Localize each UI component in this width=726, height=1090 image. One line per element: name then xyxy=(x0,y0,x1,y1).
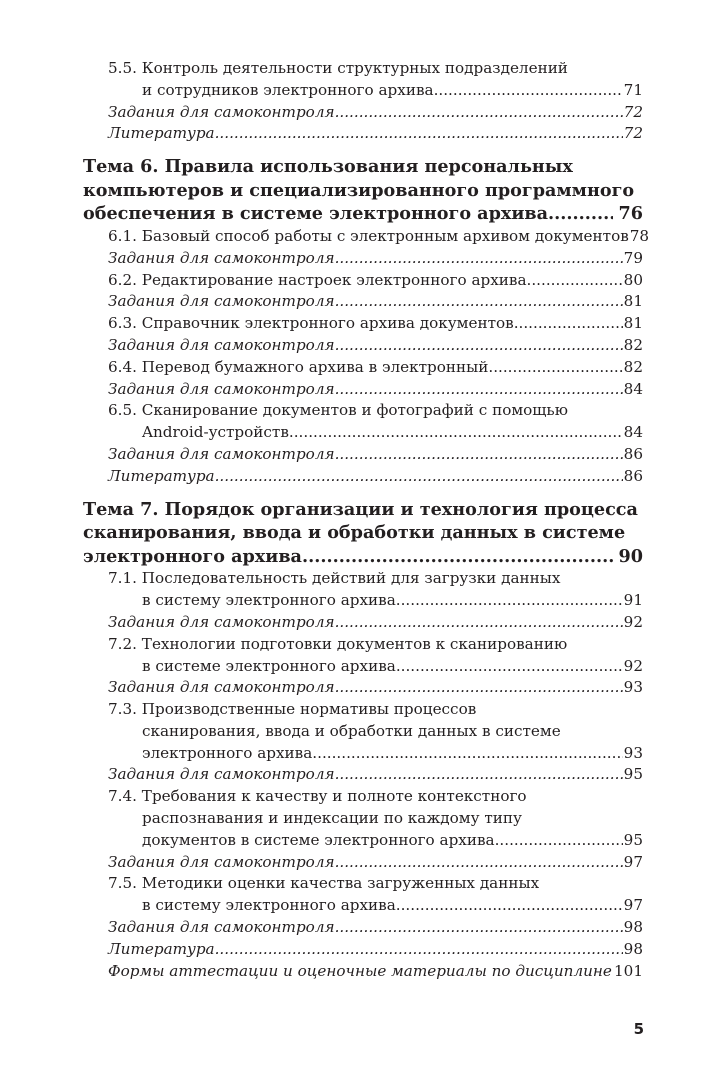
toc-page-number: 72 xyxy=(623,102,643,121)
toc-entry-title: 7.2. Технологии подготовки документов к сканированию xyxy=(108,634,568,653)
leader-dots xyxy=(335,764,623,786)
toc-entry-literature-6[interactable] xyxy=(83,466,643,488)
toc-page-number: 98 xyxy=(623,918,643,937)
toc-entry-literature-7[interactable] xyxy=(83,939,643,961)
leader-dots xyxy=(396,590,623,612)
toc-page-number: 92 xyxy=(623,656,643,675)
page-number: 5 xyxy=(633,1020,644,1038)
leader-dots xyxy=(335,444,623,466)
leader-dots xyxy=(335,248,623,270)
toc-page-number: 97 xyxy=(623,852,643,871)
toc-entry-title: 7.1. Последовательность действий для загрузки данных xyxy=(108,569,561,588)
toc-entry-6-4[interactable] xyxy=(83,357,643,379)
toc-entry-title: Задания для самоконтроля xyxy=(108,102,335,121)
leader-dots xyxy=(335,379,623,401)
toc-entry-tasks-7-2[interactable] xyxy=(83,677,643,699)
toc-page-number: 78 xyxy=(629,226,650,245)
toc-topic-title-cont: компьютеров и специализированного программного xyxy=(83,179,635,201)
leader-dots xyxy=(514,313,623,335)
leader-dots xyxy=(335,612,623,634)
toc-entry-title-cont: документов в системе электронного архива xyxy=(142,830,495,849)
toc-entry-title-cont: в систему электронного архива xyxy=(142,591,396,610)
toc-entry-7-3[interactable] xyxy=(83,699,643,764)
toc-page-number: 79 xyxy=(623,248,643,267)
toc-entry-title: 6.1. Базовый способ работы с электронным архивом документов xyxy=(108,226,629,245)
toc-entry-7-2[interactable] xyxy=(83,634,643,678)
toc-entry-literature-5[interactable] xyxy=(83,123,643,145)
toc-page-number: 81 xyxy=(623,292,643,311)
toc-entry-title-cont: электронного архива xyxy=(142,743,313,762)
toc-entry-title-cont: сканирования, ввода и обработки данных в системе xyxy=(142,721,561,740)
leader-dots xyxy=(335,335,623,357)
toc-entry-title: Формы аттестации и оценочные материалы по дисциплине xyxy=(108,961,612,980)
toc-entry-title: Задания для самоконтроля xyxy=(108,612,335,631)
toc-entry-title: Задания для самоконтроля xyxy=(108,678,335,697)
leader-dots xyxy=(215,466,623,488)
leader-dots xyxy=(396,656,623,678)
toc-page-number: 84 xyxy=(623,379,643,398)
toc-entry-title: Задания для самоконтроля xyxy=(108,918,335,937)
toc-entry-title: Задания для самоконтроля xyxy=(108,248,335,267)
toc-entry-title: 6.3. Справочник электронного архива документов xyxy=(108,314,514,333)
leader-dots xyxy=(488,357,622,379)
toc-page-number: 90 xyxy=(618,545,643,567)
leader-dots xyxy=(335,291,623,313)
toc-entry-title: 7.4. Требования к качеству и полноте контекстного xyxy=(108,787,527,806)
toc-entry-6-1[interactable] xyxy=(83,226,650,248)
leader-dots xyxy=(548,202,612,226)
leader-dots xyxy=(289,422,623,444)
toc-entry-6-3[interactable] xyxy=(83,313,643,335)
leader-dots xyxy=(335,677,623,699)
toc-entry-title: Задания для самоконтроля xyxy=(108,765,335,784)
toc-page-number: 86 xyxy=(623,466,643,485)
toc-entry-title: 6.5. Сканирование документов и фотографий с помощью xyxy=(108,401,568,420)
toc-entry-title: 5.5. Контроль деятельности структурных подразделений xyxy=(108,59,568,77)
toc-page-number: 82 xyxy=(623,357,643,376)
toc-page-number: 98 xyxy=(623,939,643,958)
leader-dots xyxy=(215,123,623,145)
toc-entry-tasks-6-1[interactable] xyxy=(83,248,643,270)
leader-dots xyxy=(335,102,623,124)
toc-entry-title: Литература xyxy=(108,939,215,958)
toc-entry-5-5[interactable] xyxy=(83,58,643,102)
toc-page-number: 86 xyxy=(623,444,643,463)
toc-page-number: 92 xyxy=(623,612,643,631)
toc-entry-title: 6.4. Перевод бумажного архива в электронный xyxy=(108,357,489,376)
toc-entry-title: Задания для самоконтроля xyxy=(108,292,335,311)
toc-entry-tasks-7-1[interactable] xyxy=(83,612,643,634)
toc-entry-title: Задания для самоконтроля xyxy=(108,444,335,463)
toc-entry-title-cont: распознавания и индексации по каждому типу xyxy=(142,809,522,828)
toc-topic-title-cont: электронного архива xyxy=(83,545,302,567)
toc-page-number: 76 xyxy=(618,203,643,225)
toc-entry-title: Литература xyxy=(108,466,215,485)
toc-topic-title-cont: сканирования, ввода и обработки данных в системе xyxy=(83,522,626,544)
leader-dots xyxy=(396,895,623,917)
leader-dots xyxy=(312,743,622,765)
toc-entry-tasks-6-3[interactable] xyxy=(83,335,643,357)
toc-page-number: 95 xyxy=(623,830,643,849)
toc-page-number: 71 xyxy=(623,80,643,99)
toc-entry-7-1[interactable] xyxy=(83,568,643,612)
leader-dots xyxy=(215,939,623,961)
toc-entry-tasks-6-4[interactable] xyxy=(83,379,643,401)
toc-page-number: 93 xyxy=(623,743,643,762)
toc-entry-tasks-6-5[interactable] xyxy=(83,444,643,466)
toc-entry-title-cont: в системе электронного архива xyxy=(142,656,396,675)
toc-entry-title: Задания для самоконтроля xyxy=(108,335,335,354)
toc-entry-title: 7.3. Производственные нормативы процессов xyxy=(108,700,477,719)
toc-topic-7[interactable] xyxy=(83,498,643,569)
toc-page-number: 80 xyxy=(623,270,643,289)
toc-page-number: 84 xyxy=(623,423,643,442)
toc-entry-title-cont: Android-устройств xyxy=(142,423,289,442)
toc-entry-7-4[interactable] xyxy=(83,786,643,851)
toc-entry-title: Задания для самоконтроля xyxy=(108,379,335,398)
toc-entry-assessment-forms[interactable] xyxy=(83,961,643,983)
toc-topic-title: Тема 7. Порядок организации и технология процесса xyxy=(83,498,638,520)
toc-page-number: 81 xyxy=(623,314,643,333)
toc-entry-tasks-7-4[interactable] xyxy=(83,852,643,874)
toc-topic-6[interactable] xyxy=(83,155,643,226)
toc-entry-6-5[interactable] xyxy=(83,400,643,444)
leader-dots xyxy=(302,545,613,569)
toc-entry-tasks-5-5[interactable] xyxy=(83,102,643,124)
toc-entry-title: Литература xyxy=(108,124,215,143)
toc-page-number: 101 xyxy=(614,961,643,980)
toc-entry-title: 6.2. Редактирование настроек электронного архива xyxy=(108,270,527,289)
toc-entry-title: Задания для самоконтроля xyxy=(108,852,335,871)
toc-topic-title: Тема 6. Правила использования персональных xyxy=(83,156,573,178)
leader-dots xyxy=(434,80,623,102)
toc-entry-title: 7.5. Методики оценки качества загруженных данных xyxy=(108,874,540,893)
toc-entry-tasks-7-3[interactable] xyxy=(83,764,643,786)
toc-topic-title-cont: обеспечения в системе электронного архива xyxy=(83,203,549,225)
leader-dots xyxy=(527,270,623,292)
toc-page-number: 82 xyxy=(623,335,643,354)
toc-entry-tasks-7-5[interactable] xyxy=(83,917,643,939)
toc-entry-7-5[interactable] xyxy=(83,873,643,917)
toc-page-number: 95 xyxy=(623,765,643,784)
toc-page-number: 97 xyxy=(623,896,643,915)
leader-dots xyxy=(335,917,623,939)
leader-dots xyxy=(495,830,623,852)
toc-page-number: 72 xyxy=(623,124,643,143)
toc-page-number: 93 xyxy=(623,678,643,697)
toc-entry-title-cont: и сотрудников электронного архива xyxy=(142,80,434,99)
toc-entry-title-cont: в систему электронного архива xyxy=(142,896,396,915)
toc-entry-tasks-6-2[interactable] xyxy=(83,291,643,313)
leader-dots xyxy=(335,852,623,874)
toc-entry-6-2[interactable] xyxy=(83,270,643,292)
table-of-contents xyxy=(83,58,650,982)
toc-page-number: 91 xyxy=(623,591,643,610)
